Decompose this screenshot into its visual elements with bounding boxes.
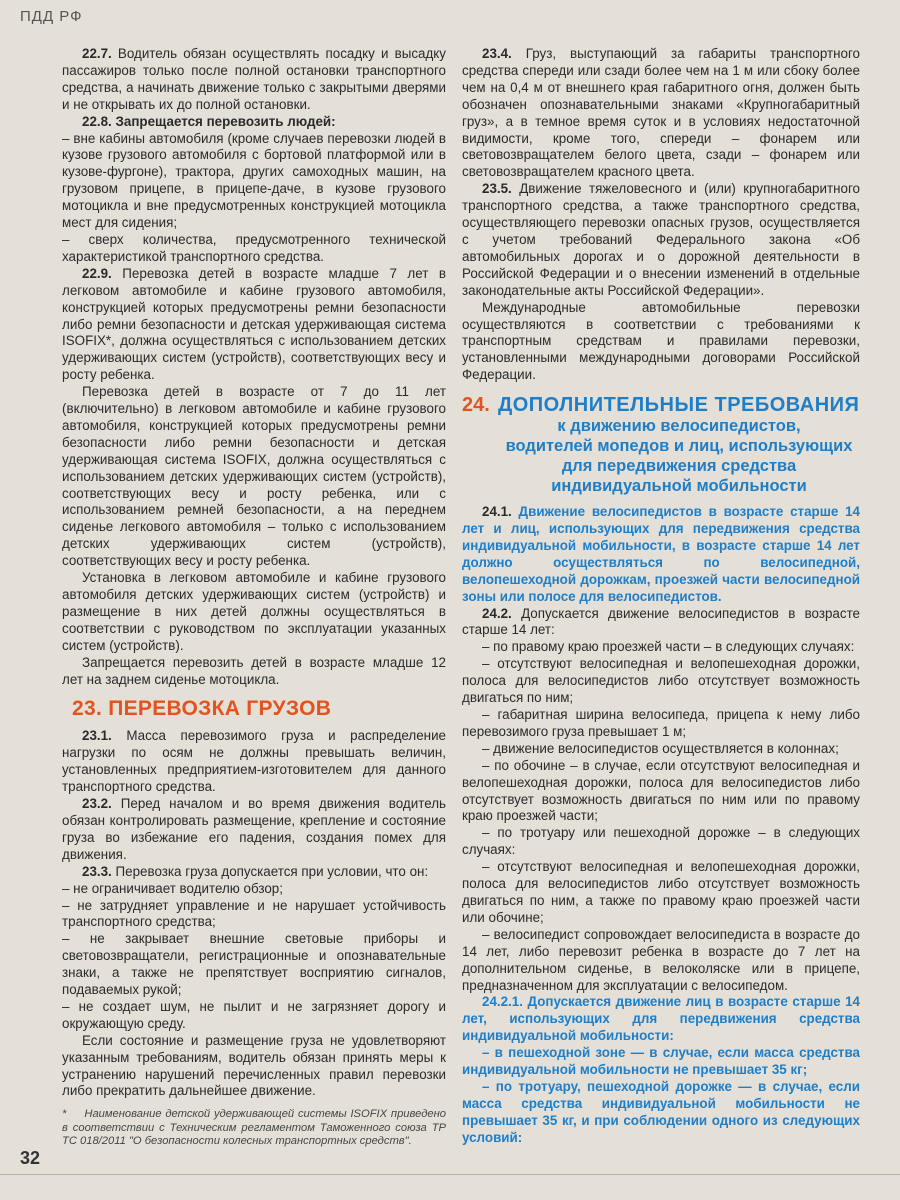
para-22-9-3: Установка в легковом автомобиле и кабине грузового автомобиля детских удерживающих систем (устройств) и размещение в них детей должны осуществляться в соответствии с руководством по эксплуатации указанных систем (устройств). [62, 570, 446, 653]
left-column [62, 46, 446, 1149]
para-23-3: 23.3. Перевозка груза допускается при условии, что он: [82, 863, 429, 879]
running-header: ПДД РФ [20, 8, 83, 25]
para-24-2-e: – по обочине – в случае, если отсутствуют велосипедная и велопешеходная дорожки, полоса для велосипедистов либо отсутствует возможность двигаться по ним или по правому краю проезжей части; [462, 757, 860, 824]
para-24-2-1-b: – по тротуару, пешеходной дорожке — в случае, если масса средства индивидуальной мобильности не превышает 35 кг, и при соблюдении одного из следующих условий: [462, 1078, 860, 1145]
section-23-heading: 23. ПЕРЕВОЗКА ГРУЗОВ [72, 697, 332, 721]
section-24-title-line-2: к движению велосипедистов, [557, 417, 801, 436]
para-23-1: 23.1. Масса перевозимого груза и распределение нагрузки по осям не должны превышать величин, установленных предприятием-изготовителем для данного транспортного средства. [62, 728, 446, 795]
para-23-4: 23.4. Груз, выступающий за габариты транспортного средства спереди или сзади более чем на 1 м или сбоку более чем на 0,4 м от внешнего края габаритного огня, должен быть обозначен опознавательными знаками «Крупногабаритный груз», а в темное время суток и в условиях недостаточной видимости, кроме того, спереди – фонарем или световозвращателем белого цвета, сзади – фонарем или световозвращателем красного цвета. [462, 46, 860, 180]
para-24-2-1-a: – в пешеходной зоне — в случае, если масса средства индивидуальной мобильности не превышает 35 кг; [462, 1045, 860, 1078]
para-22-7: 22.7. Водитель обязан осуществлять посадку и высадку пассажиров только после полной остановки транспортного средства, а начинать движение только с закрытыми дверями и не открывать их до полной остановки. [62, 46, 446, 112]
para-24-2-b: – отсутствуют велосипедная и велопешеходная дорожки, полоса для велосипедистов либо отсутствует возможность двигаться по ним; [462, 656, 860, 706]
para-24-2-1: 24.2.1. Допускается движение лиц в возрасте старше 14 лет, использующих для передвижения средства индивидуальной мобильности: [462, 994, 860, 1044]
para-22-9-2: Перевозка детей в возрасте от 7 до 11 лет (включительно) в легковом автомобиле и кабине грузового автомобиля, конструкцией которых предусмотрены ремни безопасности либо ремни безопасности и детская удерживающая система ISOFIX, должна осуществляться с использованием детских удерживающих систем (устройств), соответствующих весу и росту ребенка, или с использованием ремней безопасности, а на переднем сиденье легкового автомобиля – только с использованием детских удерживающих систем (устройств), соответствующих весу и росту ребенка. [62, 384, 446, 569]
para-23-2: 23.2. Перед началом и во время движения водитель обязан контролировать размещение, крепление и состояние груза во избежание его падения, создания помех для движения. [62, 796, 446, 862]
para-24-1: 24.1. Движение велосипедистов в возрасте старше 14 лет и лиц, использующих для передвижения средства индивидуальной мобильности, в возрасте старше 14 лет должно осуществляться по велосипедной, велопешеходной дорожкам, проезжей части велосипедной зоны или полосе для велосипедистов. [462, 504, 860, 604]
page-number: 32 [20, 1148, 41, 1168]
footnote-text: Наименование детской удерживающей системы ISOFIX приведено в соответствии с Техническим регламентом Таможенного союза ТР ТС 018/2011 "О безопасности колесных транспортных средств". [62, 1108, 446, 1148]
section-24-number: 24. [462, 394, 490, 417]
section-24-title-line-3: водителей мопедов и лиц, использующих для передвижения средства [505, 437, 853, 476]
para-23-3-b: – не затрудняет управление и не нарушает устойчивость транспортного средства; [62, 897, 446, 930]
footnote [62, 1108, 446, 1149]
section-24-heading [462, 394, 860, 496]
para-24-2-f: – по тротуару или пешеходной дорожке – в следующих случаях: [462, 825, 860, 858]
para-24-2-g: – отсутствуют велосипедная и велопешеходная дорожки, полоса для велосипедистов либо отсутствует возможность двигаться по ним, а также по правому краю проезжей части или обочине; [462, 859, 860, 925]
para-24-2-d: – движение велосипедистов осуществляется в колоннах; [482, 740, 839, 756]
para-23-3-d: – не создает шум, не пылит и не загрязняет дорогу и окружающую среду. [62, 998, 446, 1031]
para-22-8-title: 22.8. Запрещается перевозить людей: [82, 113, 336, 129]
para-24-2: 24.2. Допускается движение велосипедистов в возрасте старше 14 лет: [462, 605, 860, 638]
para-22-9: 22.9. Перевозка детей в возрасте младше 7 лет в легковом автомобиле и кабине грузового автомобиля, конструкцией которых предусмотрены ремни безопасности либо ремни безопасности и детская удерживающая система ISOFIX*, должна осуществляться с использованием детских удерживающих систем (устройств), соответствующих весу и росту ребенка. [62, 265, 446, 383]
footer-rule [0, 1174, 900, 1175]
para-22-8-b: – сверх количества, предусмотренного технической характеристикой транспортного средства. [62, 231, 446, 264]
section-24-title-line-4: индивидуальной мобильности [551, 477, 807, 496]
footnote-mark: * [62, 1108, 67, 1121]
section-24-title-line-1: ДОПОЛНИТЕЛЬНЫЕ ТРЕБОВАНИЯ [498, 394, 860, 417]
para-23-3-e: Если состояние и размещение груза не удовлетворяют указанным требованиям, водитель обязан принять меры к устранению нарушений перечисленных правил перевозки либо прекратить дальнейшее движение. [62, 1032, 446, 1099]
para-23-5-2: Международные автомобильные перевозки осуществляются в соответствии с требованиями к транспортным средствам и правилами перевозки, установленными международными договорами Российской Федерации. [462, 299, 860, 383]
para-24-2-c: – габаритная ширина велосипеда, прицепа к нему либо перевозимого груза превышает 1 м; [462, 707, 860, 739]
para-23-5: 23.5. Движение тяжеловесного и (или) крупногабаритного транспортного средства, а также транспортного средства, осуществляющего перевозки опасных грузов, осуществляется с учетом требований Федерального закона «Об автомобильных дорогах и о дорожной деятельности в Российской Федерации и о внесении изменений в отдельные законодательные акты Российской Федерации». [462, 181, 860, 298]
para-24-2-a: – по правому краю проезжей части – в следующих случаях: [482, 639, 855, 655]
para-24-2-h: – велосипедист сопровождает велосипедиста в возрасте до 14 лет, либо перевозит ребенка в возрасте до 7 лет на дополнительном сиденье, в велоколяске или в прицепе, предназначенном для эксплуатации с велосипедом. [462, 926, 860, 993]
para-22-9-4: Запрещается перевозить детей в возрасте младше 12 лет на заднем сиденье мотоцикла. [62, 654, 446, 687]
para-22-8-a: – вне кабины автомобиля (кроме случаев перевозки людей в кузове грузового автомобиля с бортовой платформой или в кузове-фургоне), трактора, других самоходных машин, на грузовом прицепе, в прицепе-даче, в кузове грузового мотоцикла и вне предусмотренных конструкцией мотоцикла мест для сидения; [62, 130, 446, 231]
para-23-3-c: – не закрывает внешние световые приборы и световозвращатели, регистрационные и опознавательные знаки, а также не препятствует восприятию сигналов, подаваемых рукой; [62, 931, 446, 998]
right-column [462, 46, 860, 1147]
para-23-3-a: – не ограничивает водителю обзор; [62, 880, 283, 896]
